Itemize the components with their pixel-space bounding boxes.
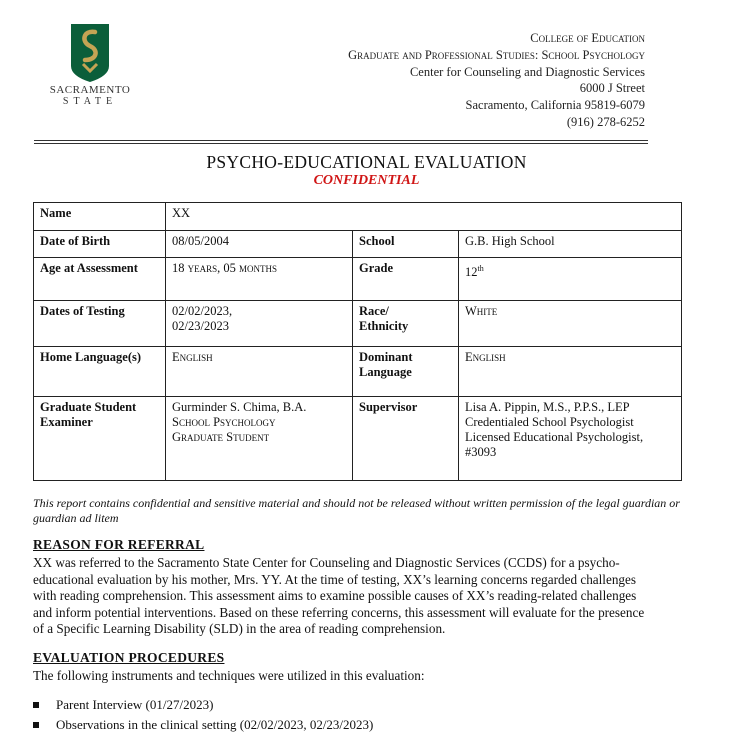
supervisor-label: Supervisor [353,397,459,481]
procedures-heading: EVALUATION PROCEDURES [33,650,225,665]
dates-value-line1: 02/02/2023, [172,304,233,318]
grade-number: 12 [465,265,478,280]
street-address: 6000 J Street [579,81,645,96]
grade-suffix: th [477,264,484,273]
confidentiality-note-line2: guardian ad litem [33,511,119,525]
letterhead [348,30,645,131]
table-row [34,301,682,347]
referral-line3: with reading comprehension. This assessment aims to examine possible causes of XX’s reading-related challenges [33,588,637,603]
dob-label: Date of Birth [34,231,166,258]
examiner-label-line2: Examiner [40,415,93,429]
sacramento-state-logo [40,24,140,114]
name-label: Name [34,203,166,231]
logo-text-line1: SACRAMENTO [49,84,131,96]
header-divider-2 [34,143,648,144]
confidential-label: CONFIDENTIAL [313,173,420,188]
supervisor-license-number: #3093 [465,445,497,459]
logo-text-line2: STATE [62,96,118,107]
age-label: Age at Assessment [34,258,166,301]
list-item: Parent Interview (01/27/2023) [33,695,373,715]
referral-heading: REASON FOR REFERRAL [33,537,205,552]
dates-value-line2: 02/23/2023 [172,319,229,333]
referral-line5: of a Specific Learning Disability (SLD) in the area of reading comprehension. [33,621,446,636]
list-item: Observations in the clinical setting (02/02/2023, 02/23/2023) [33,715,373,735]
dob-value: 08/05/2004 [166,231,353,258]
dominant-language-label-line2: Language [359,365,412,379]
race-label [353,301,459,347]
examiner-value [166,397,353,481]
header-divider [34,140,648,141]
program-name: Graduate and Professional Studies: School Psychology [348,47,645,62]
table-row [34,258,682,301]
supervisor-license: Licensed Educational Psychologist, [465,430,644,444]
supervisor-value [459,397,682,481]
dates-value [166,301,353,347]
school-value: G.B. High School [459,231,682,258]
dates-label: Dates of Testing [34,301,166,347]
examiner-program: School Psychology [172,415,276,429]
home-language-label: Home Language(s) [34,347,166,397]
college-name: College of Education [530,31,645,45]
dominant-language-value: English [459,347,682,397]
examiner-label [34,397,166,481]
confidentiality-note [33,496,703,526]
home-language-value: English [166,347,353,397]
table-row [34,397,682,481]
table-row [34,203,682,231]
center-name: Center for Counseling and Diagnostic Services [409,64,645,79]
supervisor-name: Lisa A. Pippin, M.S., P.P.S., LEP [465,400,630,414]
city-address: Sacramento, California 95819-6079 [465,98,645,113]
procedures-list [33,695,373,735]
race-value: White [459,301,682,347]
examiner-role: Graduate Student [172,430,270,444]
race-label-line2: Ethnicity [359,319,409,333]
referral-paragraph [33,555,715,638]
school-label: School [353,231,459,258]
grade-label: Grade [353,258,459,301]
grade-value [459,258,682,301]
examiner-label-line1: Graduate Student [40,400,137,414]
phone-number: (916) 278-6252 [566,114,645,129]
procedures-intro: The following instruments and techniques were utilized in this evaluation: [33,668,425,683]
referral-line1: XX was referred to the Sacramento State Center for Counseling and Diagnostic Services (CCDS) for a psycho- [33,555,620,570]
hornet-emblem-icon [69,24,111,82]
supervisor-credential: Credentialed School Psychologist [465,415,634,429]
dominant-language-label-line1: Dominant [359,350,413,364]
document-title: PSYCHO-EDUCATIONAL EVALUATION [206,152,527,172]
confidentiality-note-line1: This report contains confidential and sensitive material and should not be released without written permission of the legal guardian or [33,496,680,510]
age-value: 18 years, 05 months [166,258,353,301]
race-label-line1: Race/ [359,304,389,318]
dominant-language-label [353,347,459,397]
referral-line4: and inform potential interventions. Based on these referring concerns, this assessment will evaluate for the presence [33,604,645,620]
name-value: XX [166,203,682,231]
table-row [34,231,682,258]
student-info-table [33,202,682,481]
referral-line2: educational evaluation by his mother, Mrs. YY. At the time of testing, XX’s learning concerns regarded challenges [33,571,637,587]
table-row [34,347,682,397]
examiner-name: Gurminder S. Chima, B.A. [172,400,307,414]
